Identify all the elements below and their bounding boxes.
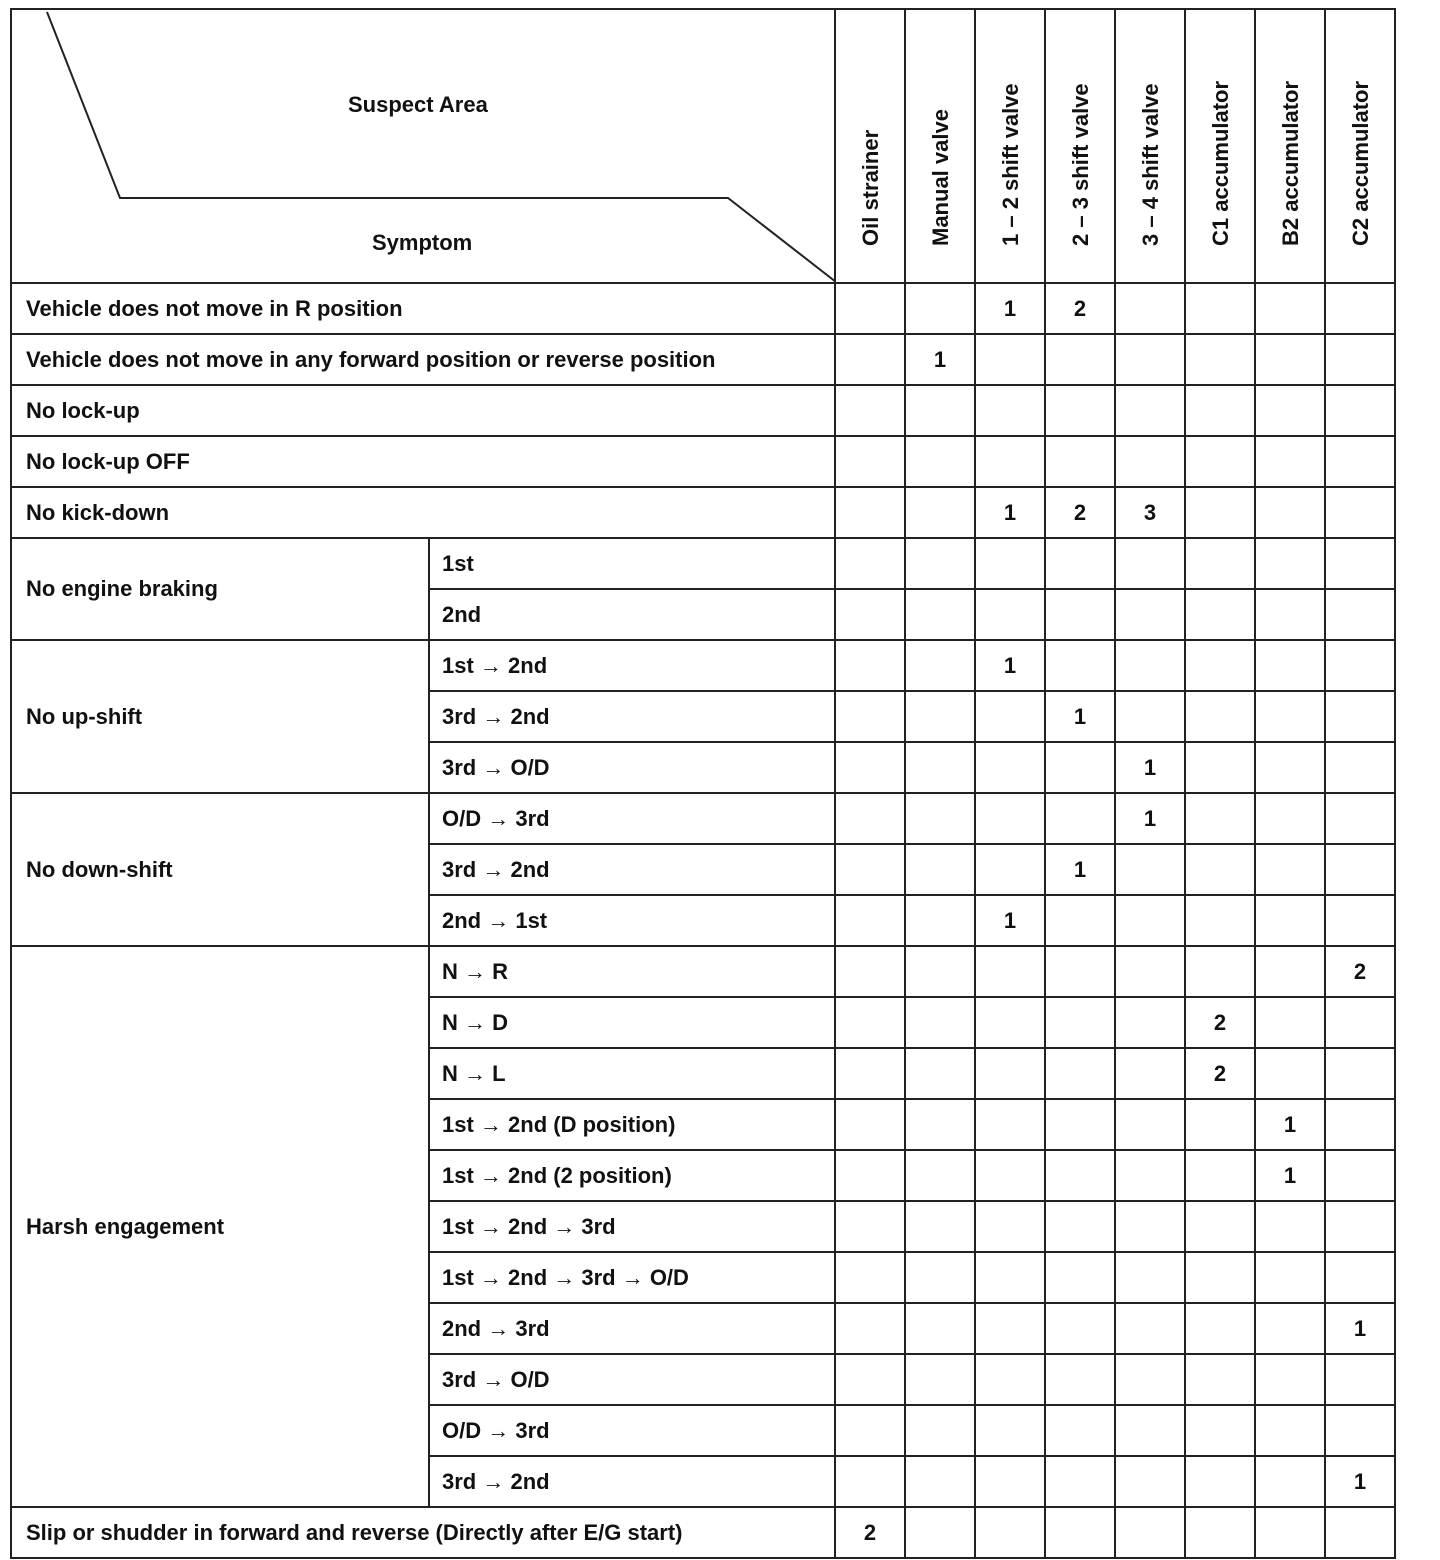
- value-cell: [1255, 385, 1325, 436]
- condition-cell: 1st → 2nd → 3rd → O/D: [429, 1252, 835, 1303]
- condition-cell: O/D → 3rd: [429, 1405, 835, 1456]
- value-cell: [905, 1405, 975, 1456]
- suspect-area-table: [10, 8, 1396, 1559]
- value-cell: [1325, 793, 1395, 844]
- value-cell: [1255, 640, 1325, 691]
- value-cell: [1045, 385, 1115, 436]
- value-cell: 2: [1325, 946, 1395, 997]
- value-cell: 2: [835, 1507, 905, 1558]
- value-cell: [1325, 334, 1395, 385]
- value-cell: [1045, 1354, 1115, 1405]
- condition-cell: O/D → 3rd: [429, 793, 835, 844]
- value-cell: [905, 997, 975, 1048]
- value-cell: [1185, 640, 1255, 691]
- value-cell: [905, 844, 975, 895]
- symptom-cell: No kick-down: [11, 487, 835, 538]
- value-cell: [835, 334, 905, 385]
- value-cell: [1045, 1048, 1115, 1099]
- value-cell: [1325, 1150, 1395, 1201]
- value-cell: [835, 895, 905, 946]
- value-cell: [975, 997, 1045, 1048]
- value-cell: [1185, 895, 1255, 946]
- value-cell: [1185, 436, 1255, 487]
- column-header-label: B2 accumulator: [1278, 80, 1303, 246]
- value-cell: [1325, 589, 1395, 640]
- value-cell: [1115, 334, 1185, 385]
- value-cell: [1045, 1150, 1115, 1201]
- value-cell: [1115, 691, 1185, 742]
- column-header-label: 2 – 3 shift valve: [1068, 83, 1093, 246]
- value-cell: [1185, 1303, 1255, 1354]
- value-cell: [1325, 997, 1395, 1048]
- value-cell: [1045, 334, 1115, 385]
- value-cell: 1: [1045, 844, 1115, 895]
- column-header-label: C2 accumulator: [1348, 80, 1373, 246]
- value-cell: [975, 793, 1045, 844]
- column-header-label: 3 – 4 shift valve: [1138, 83, 1163, 246]
- value-cell: [835, 1048, 905, 1099]
- symptom-cell: No lock-up: [11, 385, 835, 436]
- column-header-oil-strainer: [835, 9, 905, 283]
- value-cell: [835, 1252, 905, 1303]
- value-cell: 1: [975, 283, 1045, 334]
- value-cell: [905, 640, 975, 691]
- value-cell: [1185, 538, 1255, 589]
- value-cell: [1255, 793, 1325, 844]
- value-cell: [1255, 487, 1325, 538]
- value-cell: [1325, 742, 1395, 793]
- value-cell: 1: [1115, 742, 1185, 793]
- value-cell: [1045, 589, 1115, 640]
- value-cell: [905, 436, 975, 487]
- value-cell: [1045, 538, 1115, 589]
- value-cell: [905, 946, 975, 997]
- value-cell: [1325, 1507, 1395, 1558]
- value-cell: [1325, 1405, 1395, 1456]
- value-cell: [905, 1048, 975, 1099]
- table-row: [11, 385, 1395, 436]
- value-cell: [1185, 946, 1255, 997]
- condition-cell: 2nd: [429, 589, 835, 640]
- column-header-shift-valve-3-4: [1115, 9, 1185, 283]
- value-cell: [835, 1150, 905, 1201]
- table-row: [11, 793, 1395, 844]
- value-cell: [1185, 793, 1255, 844]
- value-cell: [975, 1252, 1045, 1303]
- value-cell: [835, 691, 905, 742]
- value-cell: [1185, 1456, 1255, 1507]
- value-cell: [905, 691, 975, 742]
- value-cell: [1045, 640, 1115, 691]
- suspect-area-label: Suspect Area: [348, 92, 488, 117]
- value-cell: [1255, 1405, 1325, 1456]
- value-cell: [905, 1201, 975, 1252]
- table-row: [11, 1507, 1395, 1558]
- value-cell: 1: [905, 334, 975, 385]
- value-cell: [1325, 640, 1395, 691]
- value-cell: [1325, 1099, 1395, 1150]
- condition-cell: N → D: [429, 997, 835, 1048]
- value-cell: [1115, 1456, 1185, 1507]
- condition-cell: N → L: [429, 1048, 835, 1099]
- value-cell: [1115, 1405, 1185, 1456]
- value-cell: [1115, 589, 1185, 640]
- value-cell: [835, 997, 905, 1048]
- value-cell: [835, 1303, 905, 1354]
- symptom-group-cell: Harsh engagement: [11, 946, 429, 1507]
- symptom-cell: Slip or shudder in forward and reverse (Directly after E/G start): [11, 1507, 835, 1558]
- value-cell: [835, 436, 905, 487]
- column-header-label: 1 – 2 shift valve: [998, 83, 1023, 246]
- value-cell: [835, 793, 905, 844]
- value-cell: [1185, 1252, 1255, 1303]
- value-cell: [905, 793, 975, 844]
- table-row: [11, 283, 1395, 334]
- value-cell: [1185, 1201, 1255, 1252]
- value-cell: [905, 742, 975, 793]
- value-cell: 1: [1115, 793, 1185, 844]
- value-cell: [1045, 997, 1115, 1048]
- value-cell: [975, 385, 1045, 436]
- column-header-b2-accumulator: [1255, 9, 1325, 283]
- table-row: [11, 487, 1395, 538]
- value-cell: [975, 1099, 1045, 1150]
- table-row: [11, 436, 1395, 487]
- value-cell: [905, 1303, 975, 1354]
- condition-cell: 1st → 2nd (2 position): [429, 1150, 835, 1201]
- value-cell: [975, 1507, 1045, 1558]
- value-cell: [1255, 436, 1325, 487]
- diagnosis-table-container: [10, 8, 1396, 1559]
- value-cell: [1045, 793, 1115, 844]
- value-cell: [1255, 334, 1325, 385]
- table-row: [11, 538, 1395, 589]
- value-cell: 2: [1185, 1048, 1255, 1099]
- value-cell: [1255, 1456, 1325, 1507]
- value-cell: 1: [1325, 1456, 1395, 1507]
- value-cell: [1325, 895, 1395, 946]
- value-cell: [1115, 1507, 1185, 1558]
- value-cell: [1185, 589, 1255, 640]
- value-cell: [1045, 946, 1115, 997]
- value-cell: 1: [975, 487, 1045, 538]
- value-cell: [1255, 997, 1325, 1048]
- condition-cell: 3rd → O/D: [429, 1354, 835, 1405]
- value-cell: [835, 1201, 905, 1252]
- value-cell: [1045, 1252, 1115, 1303]
- value-cell: [835, 742, 905, 793]
- column-header-label: Manual valve: [928, 109, 953, 246]
- value-cell: [1255, 742, 1325, 793]
- value-cell: [1255, 538, 1325, 589]
- value-cell: [1255, 1303, 1325, 1354]
- value-cell: [975, 1150, 1045, 1201]
- symptom-group-cell: No engine braking: [11, 538, 429, 640]
- value-cell: [1045, 436, 1115, 487]
- value-cell: [1255, 1252, 1325, 1303]
- condition-cell: 1st → 2nd (D position): [429, 1099, 835, 1150]
- value-cell: [835, 589, 905, 640]
- value-cell: [1325, 283, 1395, 334]
- value-cell: 1: [1255, 1099, 1325, 1150]
- column-header-manual-valve: [905, 9, 975, 283]
- condition-cell: 1st → 2nd → 3rd: [429, 1201, 835, 1252]
- value-cell: [905, 487, 975, 538]
- value-cell: [1115, 1048, 1185, 1099]
- symptom-group-cell: No up-shift: [11, 640, 429, 793]
- value-cell: [1115, 1252, 1185, 1303]
- value-cell: [1255, 844, 1325, 895]
- value-cell: 1: [975, 640, 1045, 691]
- value-cell: [975, 946, 1045, 997]
- value-cell: [835, 283, 905, 334]
- value-cell: [1115, 1099, 1185, 1150]
- value-cell: [975, 589, 1045, 640]
- condition-cell: 3rd → 2nd: [429, 691, 835, 742]
- value-cell: [1255, 1507, 1325, 1558]
- column-header-shift-valve-2-3: [1045, 9, 1115, 283]
- value-cell: [975, 1303, 1045, 1354]
- value-cell: [1185, 334, 1255, 385]
- condition-cell: 2nd → 3rd: [429, 1303, 835, 1354]
- value-cell: [1325, 436, 1395, 487]
- value-cell: [905, 1150, 975, 1201]
- value-cell: [1325, 487, 1395, 538]
- value-cell: [835, 1099, 905, 1150]
- value-cell: [1185, 487, 1255, 538]
- value-cell: [1185, 1099, 1255, 1150]
- value-cell: [975, 742, 1045, 793]
- value-cell: [1185, 283, 1255, 334]
- value-cell: [1255, 691, 1325, 742]
- value-cell: [1045, 1201, 1115, 1252]
- value-cell: 2: [1185, 997, 1255, 1048]
- value-cell: [1255, 283, 1325, 334]
- value-cell: [905, 589, 975, 640]
- value-cell: [905, 385, 975, 436]
- value-cell: [1115, 997, 1185, 1048]
- value-cell: [1115, 946, 1185, 997]
- value-cell: [835, 538, 905, 589]
- column-header-shift-valve-1-2: [975, 9, 1045, 283]
- value-cell: [975, 1048, 1045, 1099]
- condition-cell: 1st: [429, 538, 835, 589]
- value-cell: [1115, 1303, 1185, 1354]
- table-row: [11, 640, 1395, 691]
- value-cell: [835, 1354, 905, 1405]
- value-cell: [1045, 1456, 1115, 1507]
- value-cell: [1255, 1048, 1325, 1099]
- value-cell: 3: [1115, 487, 1185, 538]
- value-cell: [1185, 385, 1255, 436]
- value-cell: [835, 946, 905, 997]
- value-cell: [1185, 1354, 1255, 1405]
- value-cell: 1: [1325, 1303, 1395, 1354]
- value-cell: 1: [1045, 691, 1115, 742]
- value-cell: 2: [1045, 283, 1115, 334]
- column-header-c2-accumulator: [1325, 9, 1395, 283]
- symptom-cell: Vehicle does not move in R position: [11, 283, 835, 334]
- value-cell: [835, 844, 905, 895]
- value-cell: [835, 487, 905, 538]
- value-cell: 2: [1045, 487, 1115, 538]
- value-cell: [1115, 436, 1185, 487]
- value-cell: [905, 1456, 975, 1507]
- column-header-c1-accumulator: [1185, 9, 1255, 283]
- header-corner-cell: [11, 9, 835, 283]
- value-cell: [975, 844, 1045, 895]
- value-cell: [1115, 1201, 1185, 1252]
- column-header-label: Oil strainer: [858, 129, 883, 246]
- value-cell: [1255, 946, 1325, 997]
- value-cell: [975, 1201, 1045, 1252]
- value-cell: [1185, 844, 1255, 895]
- value-cell: 1: [975, 895, 1045, 946]
- value-cell: [1325, 1354, 1395, 1405]
- value-cell: [975, 436, 1045, 487]
- value-cell: [1325, 538, 1395, 589]
- value-cell: [1045, 1405, 1115, 1456]
- value-cell: [1325, 1252, 1395, 1303]
- value-cell: [1185, 1150, 1255, 1201]
- value-cell: [1045, 742, 1115, 793]
- header-row: [11, 9, 1395, 283]
- value-cell: [1115, 844, 1185, 895]
- symptom-cell: Vehicle does not move in any forward position or reverse position: [11, 334, 835, 385]
- value-cell: [905, 1354, 975, 1405]
- value-cell: [1115, 283, 1185, 334]
- value-cell: [1255, 1201, 1325, 1252]
- value-cell: [1115, 1354, 1185, 1405]
- value-cell: [1045, 1099, 1115, 1150]
- value-cell: [905, 283, 975, 334]
- condition-cell: 3rd → O/D: [429, 742, 835, 793]
- value-cell: [1045, 1507, 1115, 1558]
- value-cell: [835, 1405, 905, 1456]
- symptom-cell: No lock-up OFF: [11, 436, 835, 487]
- value-cell: [905, 538, 975, 589]
- value-cell: [905, 1507, 975, 1558]
- condition-cell: 1st → 2nd: [429, 640, 835, 691]
- value-cell: [1185, 691, 1255, 742]
- value-cell: [1045, 1303, 1115, 1354]
- value-cell: [975, 1354, 1045, 1405]
- value-cell: [905, 1099, 975, 1150]
- value-cell: [1255, 1354, 1325, 1405]
- condition-cell: N → R: [429, 946, 835, 997]
- table-row: [11, 334, 1395, 385]
- value-cell: [1115, 895, 1185, 946]
- value-cell: [1325, 691, 1395, 742]
- value-cell: [975, 691, 1045, 742]
- value-cell: [1185, 742, 1255, 793]
- column-header-label: C1 accumulator: [1208, 80, 1233, 246]
- value-cell: [1115, 1150, 1185, 1201]
- value-cell: [975, 1456, 1045, 1507]
- value-cell: [1045, 895, 1115, 946]
- value-cell: [1115, 640, 1185, 691]
- condition-cell: 2nd → 1st: [429, 895, 835, 946]
- value-cell: [835, 385, 905, 436]
- value-cell: [975, 538, 1045, 589]
- table-row: [11, 946, 1395, 997]
- value-cell: [905, 895, 975, 946]
- value-cell: [1185, 1507, 1255, 1558]
- value-cell: [1115, 538, 1185, 589]
- value-cell: [1255, 895, 1325, 946]
- value-cell: [835, 1456, 905, 1507]
- value-cell: [1325, 844, 1395, 895]
- symptom-group-cell: No down-shift: [11, 793, 429, 946]
- value-cell: [1325, 1201, 1395, 1252]
- symptom-label: Symptom: [372, 230, 473, 255]
- value-cell: [975, 334, 1045, 385]
- condition-cell: 3rd → 2nd: [429, 1456, 835, 1507]
- value-cell: [1255, 589, 1325, 640]
- value-cell: [905, 1252, 975, 1303]
- value-cell: [1115, 385, 1185, 436]
- value-cell: [975, 1405, 1045, 1456]
- value-cell: [1325, 1048, 1395, 1099]
- condition-cell: 3rd → 2nd: [429, 844, 835, 895]
- value-cell: [1325, 385, 1395, 436]
- value-cell: 1: [1255, 1150, 1325, 1201]
- value-cell: [835, 640, 905, 691]
- value-cell: [1185, 1405, 1255, 1456]
